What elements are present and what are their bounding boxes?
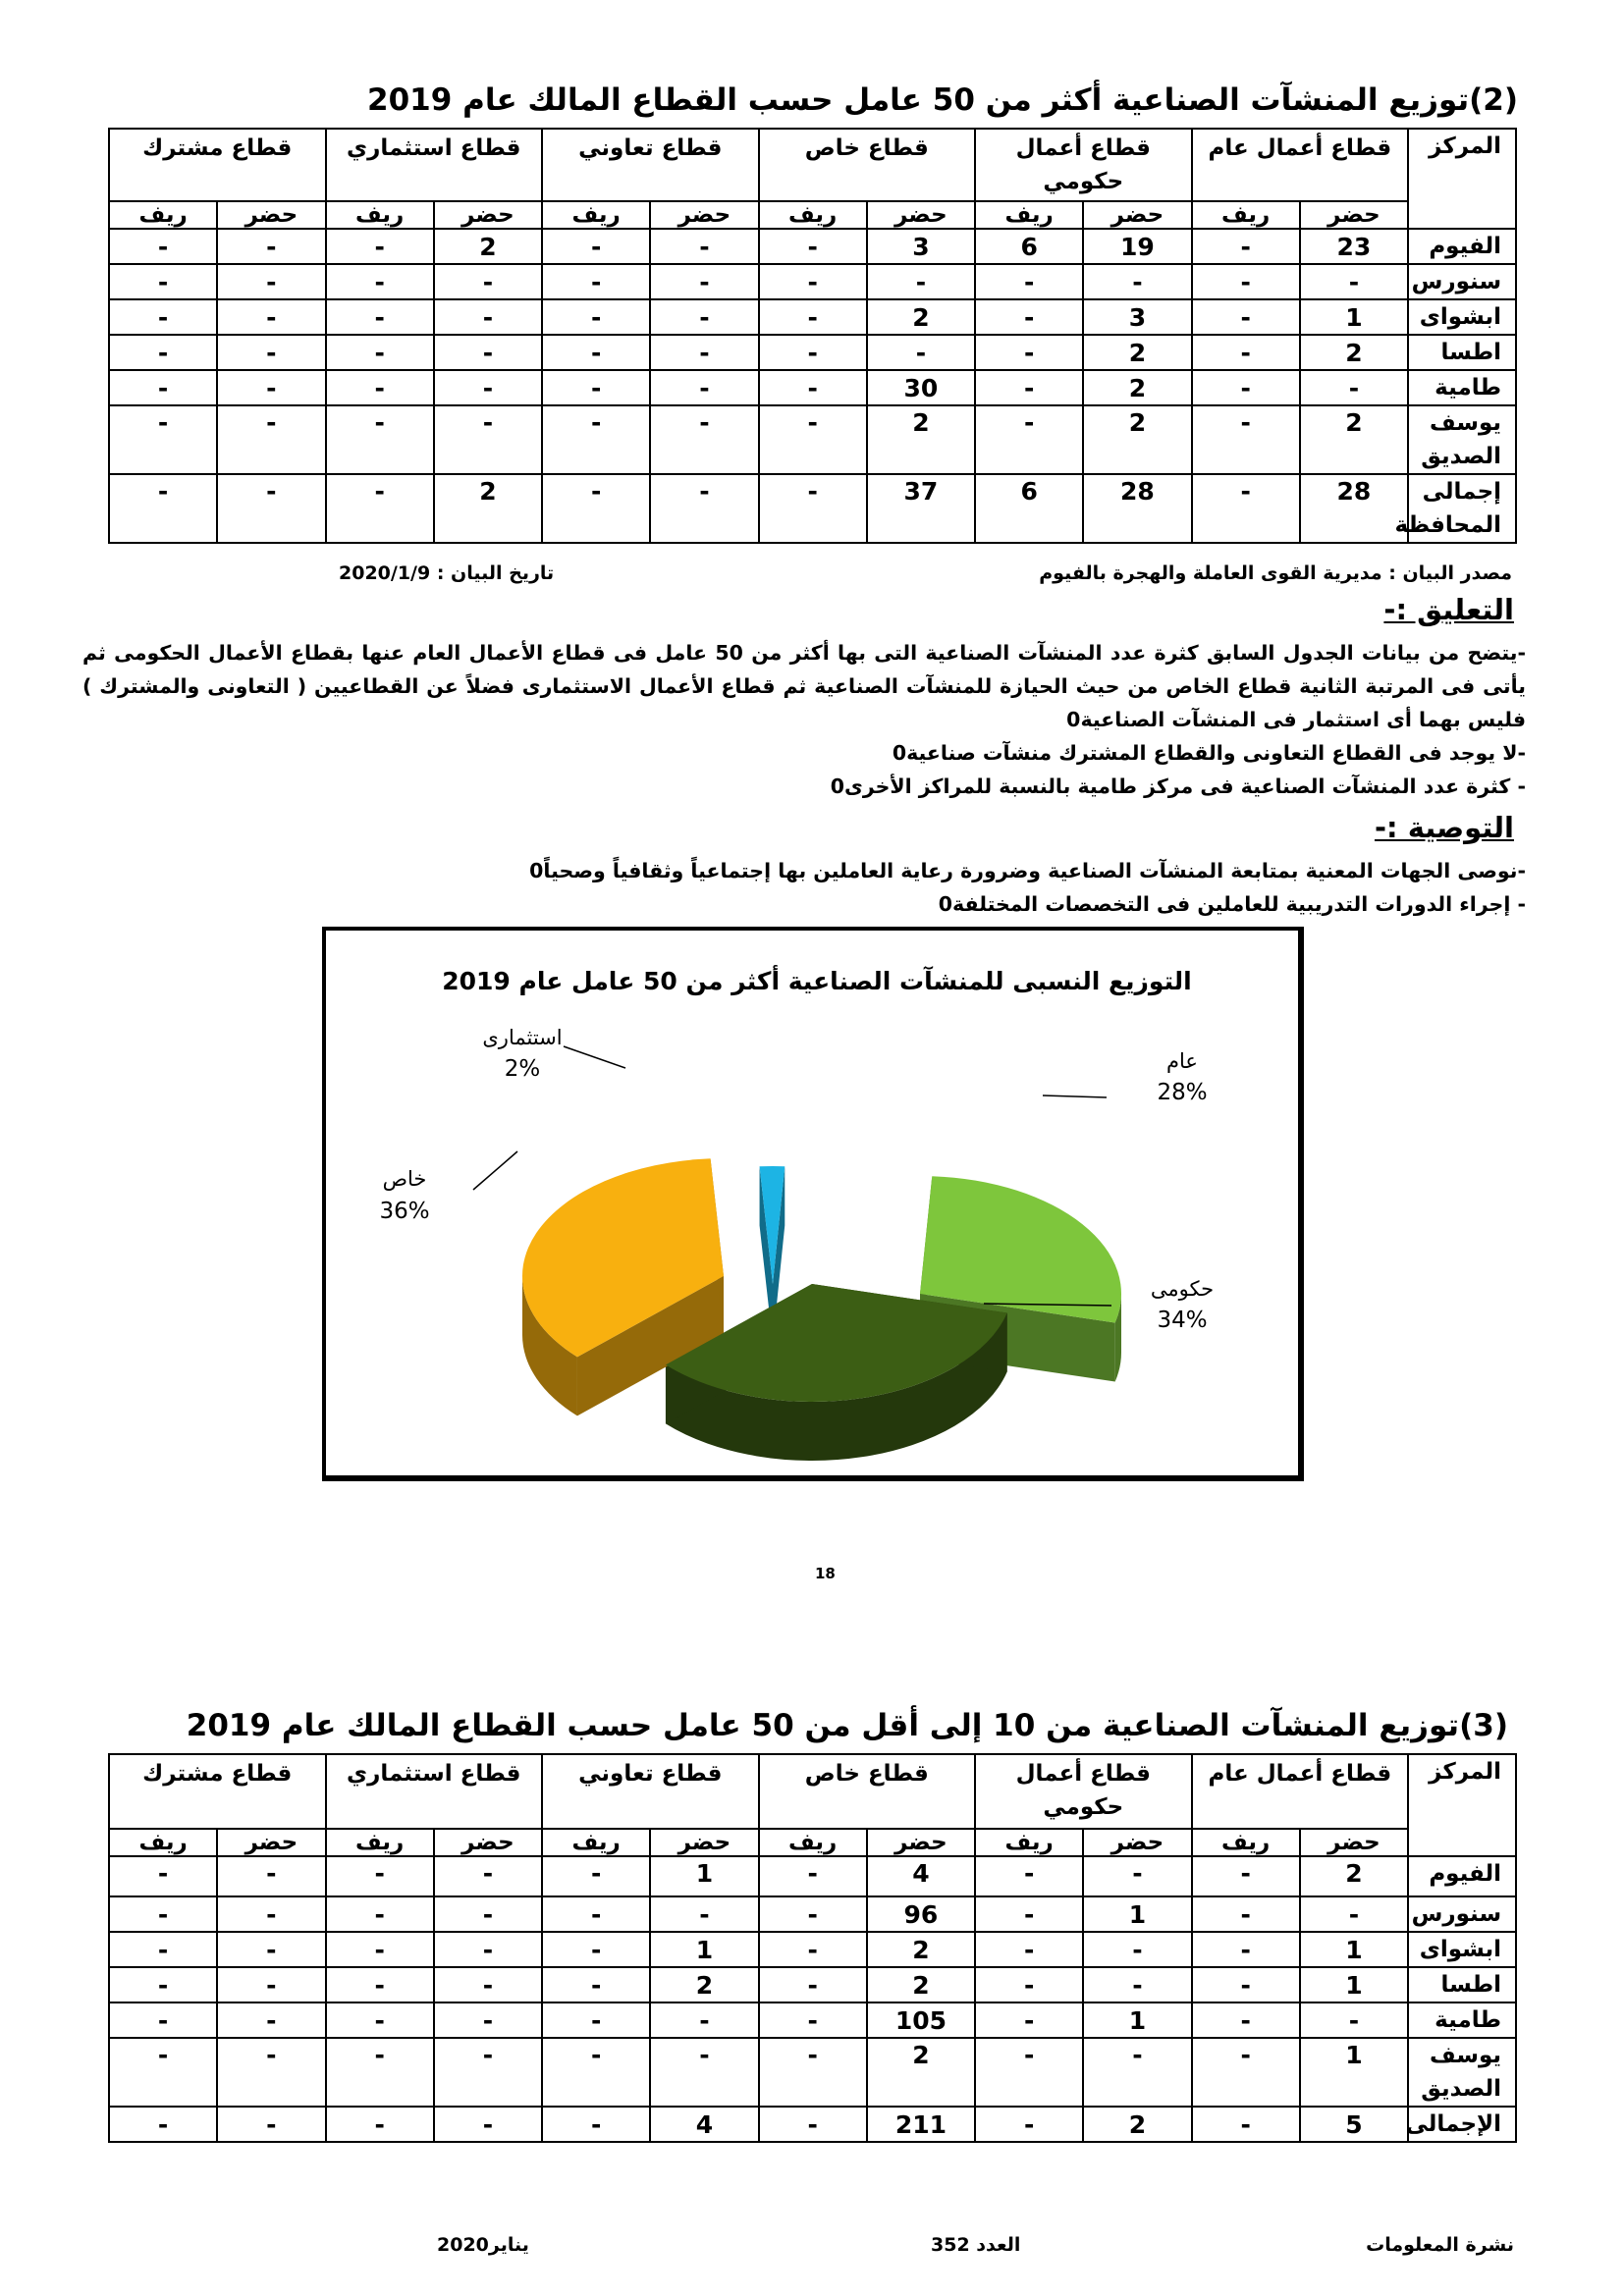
table-cell: -	[542, 335, 650, 370]
table-cell: -	[650, 299, 758, 335]
table-cell: -	[975, 2107, 1083, 2142]
table-cell: -	[109, 405, 217, 474]
urban-header: حضر	[650, 201, 758, 229]
slice-label: خاص	[382, 1167, 427, 1191]
table-cell: -	[759, 2107, 867, 2142]
table-cell: -	[1192, 1856, 1300, 1896]
sector-header: قطاع استثماري	[326, 1754, 543, 1829]
table-cell: 96	[867, 1896, 975, 1932]
table-cell: -	[975, 370, 1083, 405]
center-name: إجمالى المحافظة	[1408, 474, 1516, 543]
table-cell: -	[650, 264, 758, 299]
table-row	[109, 229, 1516, 264]
leader-line	[473, 1151, 517, 1190]
sector-header: قطاع تعاوني	[542, 1754, 759, 1829]
table-cell: -	[434, 299, 542, 335]
table-cell: -	[542, 1932, 650, 1967]
center-name: طامية	[1408, 370, 1516, 405]
table-cell: -	[542, 2002, 650, 2038]
table-cell: -	[109, 264, 217, 299]
rural-header: ريف	[1192, 201, 1300, 229]
urban-header: حضر	[217, 1829, 325, 1856]
table-cell: -	[326, 264, 434, 299]
table-cell: 2	[1300, 1856, 1408, 1896]
center-header: المركز	[1408, 129, 1516, 229]
urban-header: حضر	[867, 201, 975, 229]
table-cell: 2	[867, 2038, 975, 2107]
table-row	[109, 1932, 1516, 1967]
center-name: اطسا	[1408, 335, 1516, 370]
table-cell: -	[434, 2002, 542, 2038]
table-cell: 2	[867, 1967, 975, 2002]
table-row	[109, 2038, 1516, 2107]
comment-line-3: - كثرة عدد المنشآت الصناعية فى مركز طامية بالنسبة للمراكز الأخرى0	[830, 774, 1526, 798]
table-cell: -	[1192, 474, 1300, 543]
table-cell: -	[217, 2002, 325, 2038]
recommendation-line-2: - إجراء الدورات التدريبية للعاملين فى التخصصات المختلفة0	[938, 892, 1526, 916]
table-cell: 2	[1300, 335, 1408, 370]
sector-header: قطاع أعمال عام	[1192, 129, 1409, 201]
sector-header: قطاع خاص	[759, 1754, 976, 1829]
center-name: الفيوم	[1408, 229, 1516, 264]
table-cell: -	[542, 299, 650, 335]
table-cell: -	[975, 335, 1083, 370]
footer-date: يناير2020	[437, 2234, 529, 2256]
slice-label: حكومى	[1150, 1277, 1215, 1301]
table-cell: -	[217, 405, 325, 474]
table-cell: -	[542, 2038, 650, 2107]
leader-line	[1043, 1095, 1107, 1097]
center-name: يوسف الصديق	[1408, 405, 1516, 474]
table-cell: -	[109, 2107, 217, 2142]
table-cell: -	[434, 264, 542, 299]
table-cell: 4	[867, 1856, 975, 1896]
table-cell: -	[434, 370, 542, 405]
rural-header: ريف	[326, 201, 434, 229]
table-cell: -	[1300, 1896, 1408, 1932]
table-cell: -	[1300, 2002, 1408, 2038]
table-cell: -	[542, 264, 650, 299]
table-cell: -	[1192, 1967, 1300, 2002]
sector-header: قطاع أعمال حكومي	[975, 1754, 1192, 1829]
rural-header: ريف	[542, 1829, 650, 1856]
table-row	[109, 370, 1516, 405]
table-cell: -	[650, 335, 758, 370]
table-cell: -	[650, 2002, 758, 2038]
center-name: سنورس	[1408, 264, 1516, 299]
table-cell: -	[759, 299, 867, 335]
table-cell: 2	[650, 1967, 758, 2002]
table-cell: -	[217, 299, 325, 335]
table-cell: -	[759, 1967, 867, 2002]
rural-header: ريف	[326, 1829, 434, 1856]
center-name: الفيوم	[1408, 1856, 1516, 1896]
page-number: 18	[815, 1565, 836, 1582]
table-cell: -	[217, 1967, 325, 2002]
table-row	[109, 1967, 1516, 2002]
rural-header: ريف	[109, 1829, 217, 1856]
slice-label: عام	[1166, 1049, 1198, 1073]
urban-header: حضر	[650, 1829, 758, 1856]
table-cell: -	[1192, 264, 1300, 299]
table-cell: 211	[867, 2107, 975, 2142]
table-cell: -	[326, 1932, 434, 1967]
recommendation-line-1: -نوصى الجهات المعنية بمتابعة المنشآت الصناعية وضرورة رعاية العاملين بها إجتماعياً وثقافياً وصحياً0	[529, 859, 1526, 882]
pie-slices	[379, 1026, 1214, 1461]
table-cell: -	[759, 335, 867, 370]
table-cell: -	[759, 2038, 867, 2107]
table-cell: -	[650, 474, 758, 543]
table-cell: 30	[867, 370, 975, 405]
table-cell: -	[326, 2002, 434, 2038]
urban-header: حضر	[217, 201, 325, 229]
slice-percent: 36%	[379, 1199, 430, 1224]
table-cell: 1	[1083, 1896, 1191, 1932]
table-cell: 2	[1083, 370, 1191, 405]
table-row	[109, 335, 1516, 370]
center-name: ابشواى	[1408, 299, 1516, 335]
table-cell: -	[759, 405, 867, 474]
table-cell: -	[109, 299, 217, 335]
sector-header: قطاع أعمال عام	[1192, 1754, 1409, 1829]
center-name: طامية	[1408, 2002, 1516, 2038]
sector-header: قطاع استثماري	[326, 129, 543, 201]
table-cell: 1	[650, 1856, 758, 1896]
chart-title: التوزيع النسبى للمنشآت الصناعية أكثر من 50 عامل عام 2019	[442, 967, 1192, 995]
urban-header: حضر	[867, 1829, 975, 1856]
table-cell: -	[434, 1932, 542, 1967]
table-cell: -	[975, 264, 1083, 299]
table-cell: -	[217, 1932, 325, 1967]
table-cell: -	[975, 1896, 1083, 1932]
table-cell: -	[542, 474, 650, 543]
table-cell: -	[759, 474, 867, 543]
table-cell: -	[326, 474, 434, 543]
table-cell: -	[1300, 370, 1408, 405]
table-cell: -	[1083, 264, 1191, 299]
table-cell: -	[975, 2038, 1083, 2107]
table2	[108, 1753, 1517, 2143]
table-cell: -	[650, 229, 758, 264]
table-cell: -	[217, 370, 325, 405]
table-cell: -	[109, 229, 217, 264]
rural-header: ريف	[975, 201, 1083, 229]
table-cell: -	[650, 2038, 758, 2107]
table-cell: 3	[867, 229, 975, 264]
table-cell: -	[975, 299, 1083, 335]
table-cell: -	[759, 1856, 867, 1896]
table-cell: -	[326, 370, 434, 405]
sector-header: قطاع مشترك	[109, 1754, 326, 1829]
table-cell: 1	[1300, 1967, 1408, 2002]
table-cell: 1	[1083, 2002, 1191, 2038]
urban-header: حضر	[1300, 1829, 1408, 1856]
table-cell: -	[109, 370, 217, 405]
table-cell: -	[109, 2002, 217, 2038]
table-cell: -	[109, 474, 217, 543]
center-name: سنورس	[1408, 1896, 1516, 1932]
table-cell: 4	[650, 2107, 758, 2142]
table1-source: مصدر البيان : مديرية القوى العاملة والهجرة بالفيوم	[1039, 562, 1512, 584]
center-header: المركز	[1408, 1754, 1516, 1856]
table-cell: -	[1083, 1932, 1191, 1967]
slice-percent: 34%	[1157, 1308, 1208, 1333]
table-cell: -	[326, 299, 434, 335]
table-row	[109, 299, 1516, 335]
table-cell: -	[434, 1856, 542, 1896]
table-cell: -	[975, 1967, 1083, 2002]
table-cell: -	[217, 474, 325, 543]
table-cell: -	[217, 1856, 325, 1896]
rural-header: ريف	[109, 201, 217, 229]
table-cell: 28	[1300, 474, 1408, 543]
table-cell: -	[217, 264, 325, 299]
table-cell: -	[1192, 370, 1300, 405]
table-cell: -	[650, 370, 758, 405]
pie-chart	[326, 931, 1298, 1475]
center-name: الإجمالى	[1408, 2107, 1516, 2142]
footer-publication: نشرة المعلومات	[1366, 2234, 1514, 2256]
table-cell: -	[326, 1896, 434, 1932]
table-cell: -	[109, 1856, 217, 1896]
table-cell: 2	[1300, 405, 1408, 474]
sector-header: قطاع خاص	[759, 129, 976, 201]
table-cell: -	[759, 264, 867, 299]
table-row	[109, 405, 1516, 474]
table-cell: 2	[867, 1932, 975, 1967]
rural-header: ريف	[759, 201, 867, 229]
table-cell: -	[650, 405, 758, 474]
table-cell: -	[1192, 1896, 1300, 1932]
table-cell: 1	[1300, 1932, 1408, 1967]
table-cell: -	[650, 1896, 758, 1932]
table-cell: -	[867, 335, 975, 370]
table-cell: 105	[867, 2002, 975, 2038]
table-cell: -	[975, 2002, 1083, 2038]
table-cell: -	[1192, 229, 1300, 264]
table-cell: -	[109, 335, 217, 370]
table-cell: -	[1192, 1932, 1300, 1967]
table-cell: -	[217, 2038, 325, 2107]
table-cell: 1	[1300, 2038, 1408, 2107]
sector-header: قطاع مشترك	[109, 129, 326, 201]
table1	[108, 128, 1517, 544]
table-row	[109, 474, 1516, 543]
center-name: يوسف الصديق	[1408, 2038, 1516, 2107]
table-cell: -	[217, 2107, 325, 2142]
table2-title: (3)توزيع المنشآت الصناعية من 10 إلى أقل من 50 عامل حسب القطاع المالك عام 2019	[186, 1708, 1508, 1743]
table-cell: -	[326, 405, 434, 474]
table-cell: -	[759, 1896, 867, 1932]
table-cell: -	[109, 1967, 217, 2002]
table-cell: -	[759, 229, 867, 264]
center-name: ابشواى	[1408, 1932, 1516, 1967]
table-cell: -	[109, 2038, 217, 2107]
table-cell: -	[434, 2038, 542, 2107]
table-cell: 23	[1300, 229, 1408, 264]
table-cell: -	[759, 2002, 867, 2038]
table-cell: 2	[434, 229, 542, 264]
table-cell: 1	[1300, 299, 1408, 335]
table-cell: 1	[650, 1932, 758, 1967]
table-cell: -	[326, 1856, 434, 1896]
leader-line	[564, 1046, 625, 1068]
table-cell: 2	[867, 299, 975, 335]
table-cell: -	[542, 370, 650, 405]
urban-header: حضر	[1300, 201, 1408, 229]
urban-header: حضر	[434, 1829, 542, 1856]
table-cell: -	[542, 405, 650, 474]
pie-chart-frame	[322, 927, 1304, 1481]
table-cell: -	[217, 1896, 325, 1932]
table1-date: تاريخ البيان : 2020/1/9	[339, 562, 555, 584]
comment-heading: التعليق :-	[1383, 593, 1514, 626]
table-cell: -	[542, 1896, 650, 1932]
table-cell: -	[975, 405, 1083, 474]
table-cell: -	[542, 229, 650, 264]
table1-title: (2)توزيع المنشآت الصناعية أكثر من 50 عامل حسب القطاع المالك عام 2019	[367, 82, 1518, 118]
table-row	[109, 1896, 1516, 1932]
table-cell: 2	[1083, 2107, 1191, 2142]
table-cell: -	[1192, 2107, 1300, 2142]
table-row	[109, 264, 1516, 299]
table-cell: -	[1192, 2038, 1300, 2107]
table-cell: -	[217, 229, 325, 264]
table-cell: -	[542, 2107, 650, 2142]
table-cell: 2	[867, 405, 975, 474]
center-name: اطسا	[1408, 1967, 1516, 2002]
table-cell: -	[326, 1967, 434, 2002]
table-cell: -	[434, 405, 542, 474]
table-cell: -	[1083, 2038, 1191, 2107]
table-cell: -	[1083, 1967, 1191, 2002]
rural-header: ريف	[1192, 1829, 1300, 1856]
footer-issue: العدد 352	[931, 2234, 1021, 2256]
table-cell: -	[217, 335, 325, 370]
table-cell: -	[1192, 299, 1300, 335]
table-cell: -	[1192, 405, 1300, 474]
table-cell: -	[326, 229, 434, 264]
table-cell: -	[326, 2107, 434, 2142]
table-cell: -	[1192, 335, 1300, 370]
urban-header: حضر	[1083, 1829, 1191, 1856]
sector-header: قطاع أعمال حكومي	[975, 129, 1192, 201]
table-cell: -	[542, 1967, 650, 2002]
slice-label: استثمارى	[482, 1026, 563, 1049]
slice-percent: 2%	[504, 1056, 541, 1082]
table-row	[109, 2107, 1516, 2142]
table-cell: -	[434, 2107, 542, 2142]
table-cell: 28	[1083, 474, 1191, 543]
sector-header: قطاع تعاوني	[542, 129, 759, 201]
table-cell: 5	[1300, 2107, 1408, 2142]
table-cell: 6	[975, 229, 1083, 264]
recommendation-heading: التوصية :-	[1374, 811, 1514, 844]
table-cell: -	[975, 1932, 1083, 1967]
rural-header: ريف	[759, 1829, 867, 1856]
table-cell: -	[326, 335, 434, 370]
rural-header: ريف	[542, 201, 650, 229]
table-cell: -	[434, 1896, 542, 1932]
table-cell: -	[434, 1967, 542, 2002]
table-cell: 2	[1083, 335, 1191, 370]
table-cell: 19	[1083, 229, 1191, 264]
table-cell: -	[975, 1856, 1083, 1896]
table-cell: -	[542, 1856, 650, 1896]
table-cell: -	[434, 335, 542, 370]
comment-line-1: -يتضح من بيانات الجدول السابق كثرة عدد المنشآت الصناعية التى بها أكثر من 50 عامل فى قطاع الأعمال العام عنها بقطاع الأعمال الحكومى ثم يأتى فى المرتبة الثانية قطاع الخاص من حيث الحيازة للمنشآت الصناعية ثم قطاع الأعمال الاستثمارى فضلاً عن القطاعيين ( التعاونى والمشترك ) فليس بهما أى استثمار فى المنشآت الصناعية0	[82, 641, 1527, 731]
table-cell: -	[1192, 2002, 1300, 2038]
table-row	[109, 2002, 1516, 2038]
table-row	[109, 1856, 1516, 1896]
table-cell: -	[1083, 1856, 1191, 1896]
rural-header: ريف	[975, 1829, 1083, 1856]
table-cell: -	[326, 2038, 434, 2107]
table-cell: -	[759, 370, 867, 405]
table-cell: -	[109, 1932, 217, 1967]
urban-header: حضر	[434, 201, 542, 229]
urban-header: حضر	[1083, 201, 1191, 229]
table-cell: 2	[1083, 405, 1191, 474]
table-cell: -	[109, 1896, 217, 1932]
table-cell: 37	[867, 474, 975, 543]
table-cell: 2	[434, 474, 542, 543]
table-cell: 6	[975, 474, 1083, 543]
table-cell: -	[759, 1932, 867, 1967]
slice-percent: 28%	[1157, 1080, 1208, 1105]
comment-line-2: -لا يوجد فى القطاع التعاونى والقطاع المشترك منشآت صناعية0	[892, 741, 1526, 765]
table-cell: -	[1300, 264, 1408, 299]
table-cell: 3	[1083, 299, 1191, 335]
table-cell: -	[867, 264, 975, 299]
